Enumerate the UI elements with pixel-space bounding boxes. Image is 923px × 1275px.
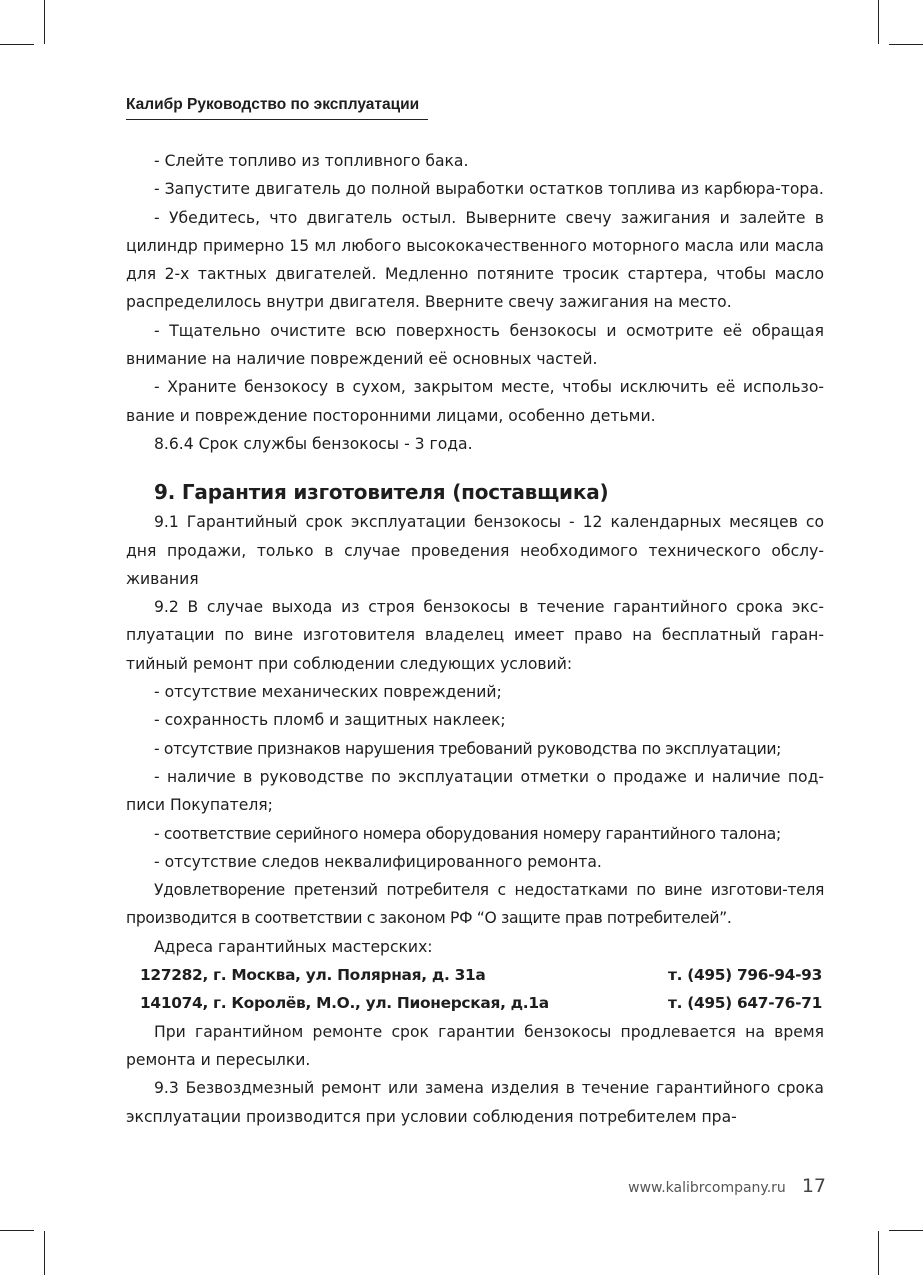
crop-mark [0,1230,34,1231]
crop-mark [889,44,923,45]
crop-mark [889,1230,923,1231]
list-item: - наличие в руководстве по эксплуатации отметки о продаже и наличие под-писи Покупателя; [126,767,824,815]
workshop-address-row [126,989,824,1017]
workshop-address: 127282, г. Москва, ул. Полярная, д. 31а [140,966,486,985]
running-header: Калибр Руководство по эксплуатации [126,94,428,120]
section-heading: 9. Гарантия изготовителя (поставщика) [154,480,609,505]
paragraph: - Тщательно очистите всю поверхность бензокосы и осмотрите её обращая внимание на наличие повреждений её основных частей. [126,321,824,369]
workshop-phone: т. (495) 796-94-93 [667,966,822,985]
workshop-phone: т. (495) 647-76-71 [667,994,822,1013]
crop-mark [0,44,34,45]
workshop-address-row [126,961,824,989]
list-item: - соответствие серийного номера оборудования номеру гарантийного талона; [154,824,781,843]
paragraph: Удовлетворение претензий потребителя с недостатками по вине изготови-теля производится в соответствии с законом РФ “О защите прав потребителей”. [126,881,824,928]
crop-mark [44,1231,45,1275]
paragraph: 9.1 Гарантийный срок эксплуатации бензокосы - 12 календарных месяцев со дня продажи, только в случае проведения необходимого технического обслу-живания [126,513,824,588]
page-footer [628,1175,826,1197]
list-item: - отсутствие следов неквалифицированного ремонта. [154,852,602,871]
website-url: www.kalibrcompany.ru [628,1180,786,1196]
paragraph: При гарантийном ремонте срок гарантии бензокосы продлевается на время ремонта и пересылки. [126,1022,824,1069]
paragraph: - Запустите двигатель до полной выработки остатков топлива из карбюра-тора. [154,180,824,199]
paragraph: - Убедитесь, что двигатель остыл. Выверните свечу зажигания и залейте в цилиндр примерно 15 мл любого высококачественного моторного масла или масла для 2-х тактных двигателей. Медленно потяните тросик стартера, чтобы масло распределилось внутри двигателя. Вверните свечу зажигания на место. [126,208,824,312]
list-item: - отсутствие признаков нарушения требований руководства по эксплуатации; [154,739,782,758]
paragraph: 9.2 В случае выхода из строя бензокосы в течение гарантийного срока экс-плуатации по вине изготовителя владелец имеет право на бесплатный гаран-тийный ремонт при соблюдении следующих условий: [126,598,824,673]
list-item: - отсутствие механических повреждений; [154,683,502,702]
paragraph: 8.6.4 Срок службы бензокосы - 3 года. [154,434,473,453]
page-number: 17 [801,1175,826,1197]
crop-mark [878,0,879,44]
paragraph: 9.3 Безвоздмезный ремонт или замена изделия в течение гарантийного срока эксплуатации производится при условии соблюдения потребителем пра- [126,1079,824,1126]
crop-mark [878,1231,879,1275]
paragraph: - Храните бензокосу в сухом, закрытом месте, чтобы исключить её использо-вание и повреждение посторонними лицами, особенно детьми. [126,378,824,425]
paragraph: Адреса гарантийных мастерских: [154,937,433,956]
crop-mark [44,0,45,44]
list-item: - сохранность пломб и защитных наклеек; [154,711,506,730]
workshop-address: 141074, г. Королёв, М.О., ул. Пионерская, д.1а [140,994,549,1013]
paragraph: - Слейте топливо из топливного бака. [154,152,469,170]
page-body [126,147,824,1131]
